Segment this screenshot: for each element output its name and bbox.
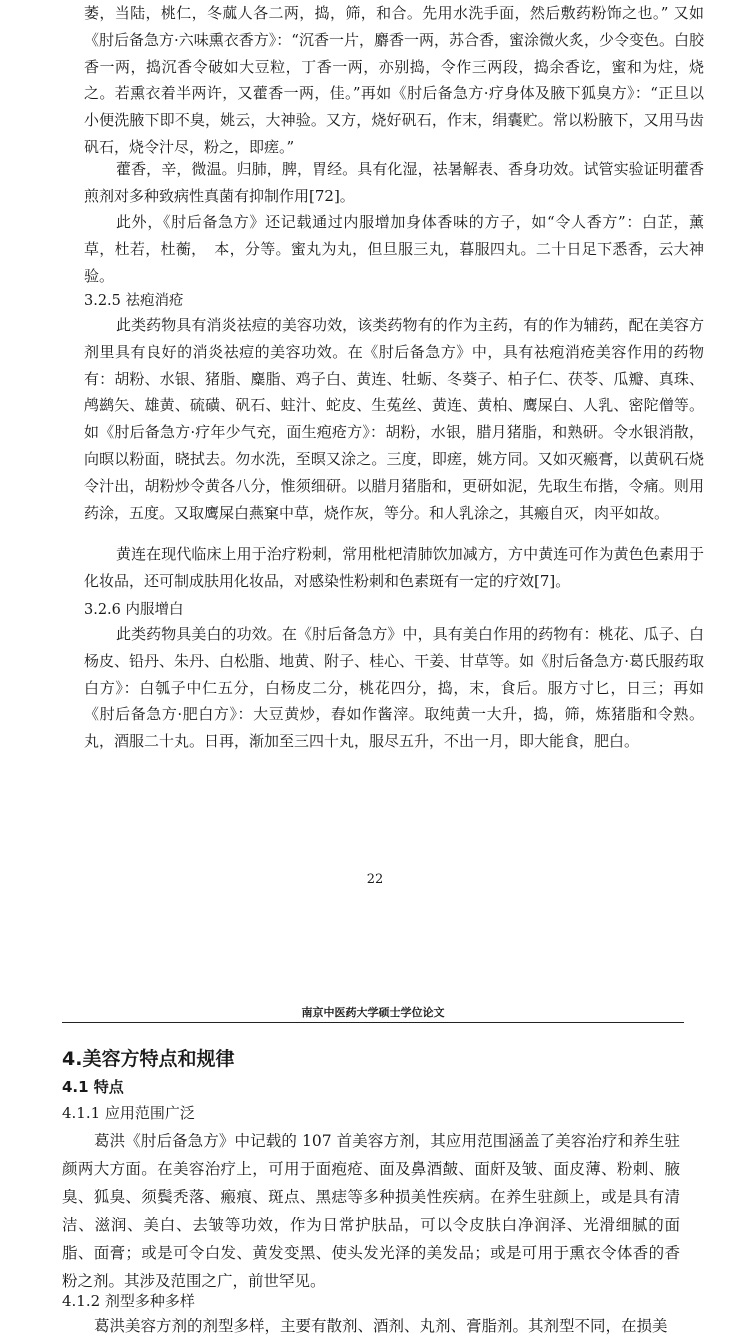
section-title: 4.美容方特点和规律 (62, 1048, 235, 1070)
paragraph-huoxiang: 藿香，辛，微温。归肺，脾，胃经。具有化湿，祛暑解表、香身功效。试管实验证明藿香煎剂对多种致病性真菌有抑制作用[72]。 (84, 160, 704, 205)
header-rule (62, 1022, 684, 1023)
heading-4-1: 4.1 特点 (62, 1078, 124, 1096)
paragraph-dosage-forms: 葛洪美容方剂的剂型多样，主要有散剂、酒剂、丸剂、膏脂剂。其剂型不同，在损美 (94, 1317, 668, 1335)
paragraph-scope: 葛洪《肘后备急方》中记载的 107 首美容方剂，其应用范围涵盖了美容治疗和养生驻颜两大方面。在美容治疗上，可用于面疱疮、面及鼻酒皶、面皯及皱、面皮薄、粉刺、腋臭、狐臭、须鬓秃落、瘢痕、斑点、黑痣等多种损美性疾病。在养生驻颜上，或是具有清洁、滋润、美白、去皱等功效，作为日常护肤品，可以令皮肤白净润泽、光滑细腻的面脂、面膏；或是可令白发、黄发变黑、使头发光泽的美发品；或是可用于熏衣令体香的香粉之剂。其涉及范围之广，前世罕见。 (62, 1132, 680, 1290)
paragraph-acne-herbs: 此类药物具有消炎祛痘的美容功效，该类药物有的作为主药，有的作为辅药，配在美容方剂里具有良好的消炎祛痘的美容功效。在《肘后备急方》中，具有祛疱消疮美容作用的药物有：胡粉、水银、猪脂、麋脂、鸡子白、黄连、牡蛎、冬葵子、柏子仁、茯苓、瓜瓣、真珠、鸬鹚矢、雄黄、硫磺、矾石、蛀汁、蛇皮、生菟丝、黄连、黄柏、鹰屎白、人乳、密陀僧等。如《肘后备急方·疗年少气充，面生疱疮方》：胡粉，水银，腊月猪脂，和熟研。令水银消散，向暝以粉面，晓拭去。勿水洗，至暝又涂之。三度，即瘥，姚方同。又如灭瘢膏，以黄矾石烧令汁出，胡粉炒令黄各八分，惟须细研。以腊月猪脂和，更研如泥，先取生布揩，令痛。则用药涂，五度。又取鹰屎白燕窠中草，烧作灰，等分。和人乳涂之，其瘢自灭，肉平如故。 (84, 316, 704, 522)
paragraph-whitening: 此类药物具美白的功效。在《肘后备急方》中，具有美白作用的药物有：桃花、瓜子、白杨皮、铅丹、朱丹、白松脂、地黄、附子、桂心、干姜、甘草等。如《肘后备急方·葛氏服药取白方》：白瓠子中仁五分，白杨皮二分，桃花四分，捣，末，食后。服方寸匕，日三；再如《肘后备急方·肥白方》：大豆黄炒，舂如作酱滓。取纯黄一大升，捣，筛，炼猪脂和令熟。丸，酒服二十丸。日再，渐加至三四十丸，服尽五升，不出一月，即大能食，肥白。 (84, 625, 704, 751)
paragraph-fragrance-formulas: 萎，当陆，桃仁，冬蓏人各二两，捣，筛，和合。先用水洗手面，然后敷药粉饰之也。” 又如《肘后备急方·六味熏衣香方》：“沉香一片，麝香一两，苏合香，蜜涂微火炙，少令变色。白胶香一两，捣沉香令破如大豆粒，丁香一两，亦别捣，令作三两段，捣余香讫，蜜和为炷，烧之。若熏衣着半两许，又藿香一两，佳。”再如《肘后备急方·疗身体及腋下狐臭方》：“正旦以小便洗腋下即不臭，姚云，大神验。又方，烧好矾石，作末，绢囊贮。常以粉腋下，又用马齿矾石，烧令汁尽，粉之，即瘥。” (84, 4, 704, 156)
heading-4-1-2: 4.1.2 剂型多种多样 (62, 1292, 195, 1310)
paragraph-internal-fragrance: 此外，《肘后备急方》还记载通过内服增加身体香味的方子，如“令人香方”：白芷，薰草，杜若，杜蘅， 本，分等。蜜丸为丸，但旦服三丸，暮服四丸。二十日足下悉香，云大神验。 (84, 213, 704, 285)
page-number: 22 (366, 872, 384, 887)
heading-3-2-5: 3.2.5 祛疱消疮 (84, 293, 184, 309)
running-header: 南京中医药大学硕士学位论文 (301, 1006, 445, 1019)
heading-4-1-1: 4.1.1 应用范围广泛 (62, 1104, 195, 1122)
paragraph-huanglian: 黄连在现代临床上用于治疗粉刺，常用枇杷清肺饮加减方，方中黄连可作为黄色色素用于化妆品，还可制成肤用化妆品，对感染性粉刺和色素斑有一定的疗效[7]。 (84, 545, 704, 590)
heading-3-2-6: 3.2.6 内服增白 (84, 602, 184, 618)
